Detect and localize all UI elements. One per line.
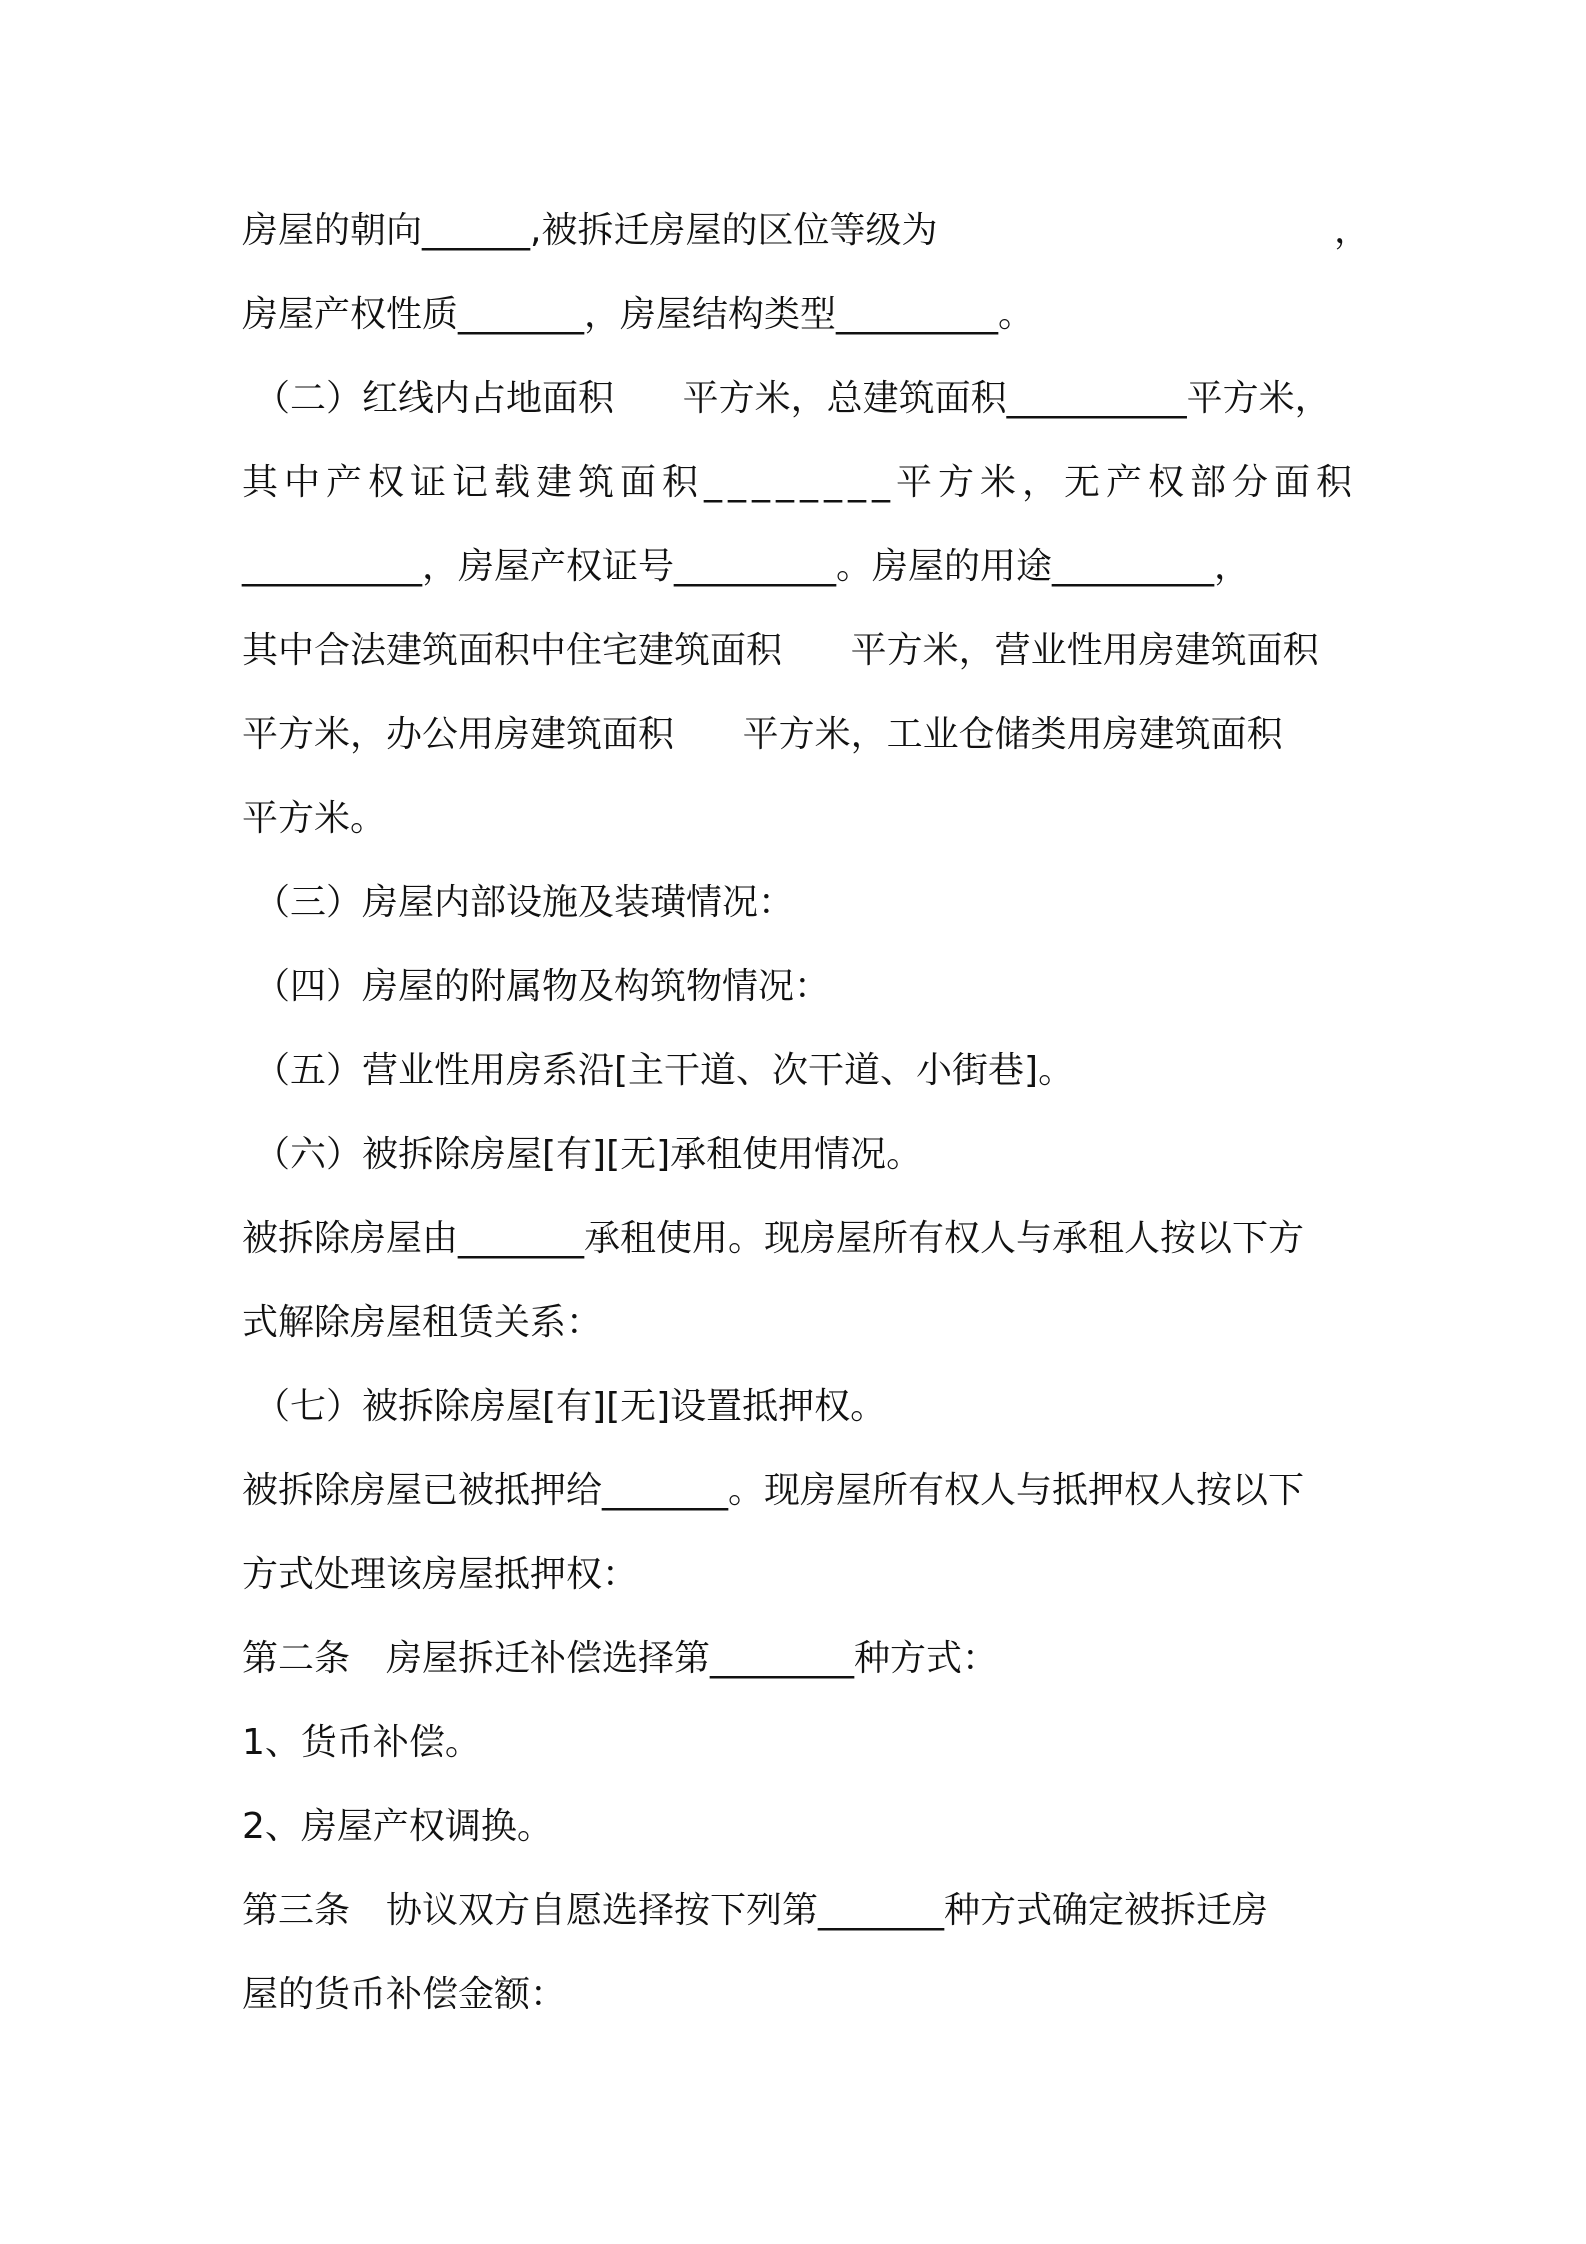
text-line-16: 被拆除房屋已被抵押给_______。现房屋所有权人与抵押权人按以下 — [242, 1470, 1305, 1511]
text-line-1: 房屋的朝向______,被拆迁房屋的区位等级为 — [242, 210, 938, 251]
text-line-8: 平方米。 — [242, 798, 387, 839]
text-line-19: 1、货币补偿。 — [242, 1722, 481, 1763]
text-line-12: （六）被拆除房屋[有][无]承租使用情况。 — [254, 1134, 923, 1175]
text-line-2: 房屋产权性质_______，房屋结构类型_________。 — [242, 294, 1035, 335]
text-line-22: 屋的货币补偿金额： — [242, 1974, 567, 2015]
text-line-11: （五）营业性用房系沿[主干道、次干道、小街巷]。 — [254, 1050, 1075, 1091]
text-line-15: （七）被拆除房屋[有][无]设置抵押权。 — [254, 1386, 887, 1427]
text-line-13: 被拆除房屋由_______承租使用。现房屋所有权人与承租人按以下方 — [242, 1218, 1305, 1259]
text-line-21: 第三条 协议双方自愿选择按下列第_______种方式确定被拆迁房 — [242, 1890, 1269, 1931]
text-line-17: 方式处理该房屋抵押权： — [242, 1554, 639, 1595]
text-line-7: 平方米，办公用房建筑面积 平方米，工业仓储类用房建筑面积 — [242, 714, 1283, 755]
text-line-3: （二）红线内占地面积 平方米，总建筑面积__________平方米， — [254, 378, 1331, 419]
text-line-9: （三）房屋内部设施及装璜情况： — [254, 882, 795, 923]
text-line-5: __________，房屋产权证号_________。房屋的用途_________， — [242, 546, 1251, 587]
text-line-20: 2、房屋产权调换。 — [242, 1806, 553, 1847]
text-line-6: 其中合法建筑面积中住宅建筑面积 平方米，营业性用房建筑面积 — [242, 630, 1319, 671]
text-line-4: 其中产权证记载建筑面积________平方米，无产权部分面积 — [242, 462, 1359, 503]
text-line-14: 式解除房屋租赁关系： — [242, 1302, 603, 1343]
trailing-comma: ， — [1334, 210, 1371, 251]
text-line-10: （四）房屋的附属物及构筑物情况： — [254, 966, 831, 1007]
text-line-18: 第二条 房屋拆迁补偿选择第________种方式： — [242, 1638, 999, 1679]
